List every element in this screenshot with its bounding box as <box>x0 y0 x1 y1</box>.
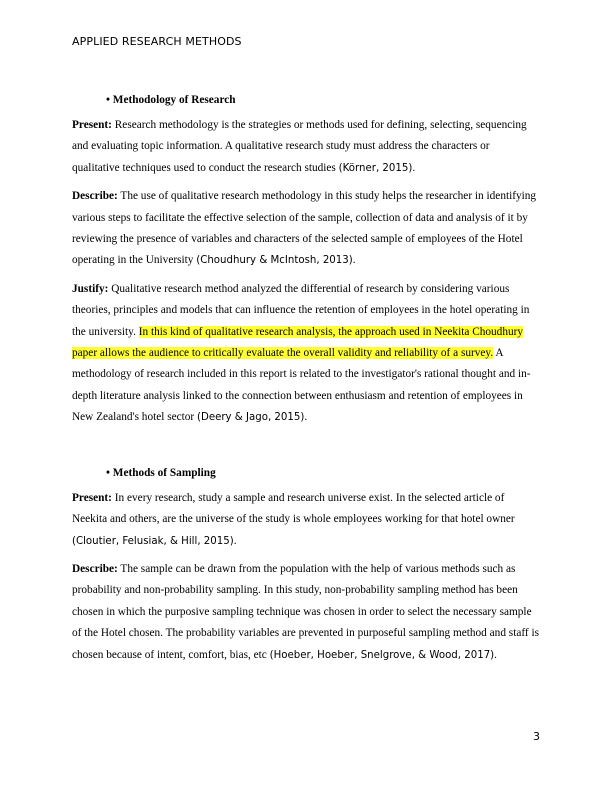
citation: (Choudhury & McIntosh, 2013) <box>196 255 353 267</box>
paragraph-text: In every research, study a sample and research universe exist. In the selected article of Neekita and others, are the universe of the study is whole employees working for that hotel owner <box>72 491 515 526</box>
paragraph-text: The sample can be drawn from the population with the help of various methods such as probability and non-probability sampling. In this study, non-probability sampling method has been chosen in which the purposive sampling technique was chosen in order to select the necessary sample of the Hotel chosen. The probability variables are prevented in purposeful sampling method and staff is chosen because of intent, comfort, bias, etc <box>72 562 540 661</box>
label-describe: Describe: <box>72 562 118 575</box>
paragraph-describe-methodology <box>72 186 540 272</box>
highlighted-text: In this kind of qualitative research analysis, the approach used in Neekita Choudhury paper allows the audience to critically evaluate the overall validity and reliability of a survey. <box>72 325 524 360</box>
citation: (Körner, 2015) <box>338 162 413 174</box>
page-number: 3 <box>533 730 540 743</box>
paragraph-text: A methodology of research included in this report is related to the investigator's rational thought and in-depth literature analysis linked to the connection between enthusiasm and retention of employees in New Zealand's hotel sector <box>72 347 531 424</box>
citation: (Cloutier, Felusiak, & Hill, 2015) <box>72 535 234 547</box>
citation: (Hoeber, Hoeber, Snelgrove, & Wood, 2017) <box>269 649 495 661</box>
label-present: Present: <box>72 119 112 131</box>
section-spacer <box>72 436 540 465</box>
period: . <box>494 648 497 661</box>
citation: (Deery & Jago, 2015) <box>197 412 305 424</box>
paragraph-text: The use of qualitative research methodology in this study helps the researcher in identifying various steps to facilitate the effective selection of the sample, collection of data and analysis of it by reviewing the presence of variables and characters of the selected sample of employees of the Hotel operating in the University <box>72 190 537 267</box>
section-heading-methodology: • Methodology of Research <box>106 94 236 106</box>
paragraph-text: Research methodology is the strategies or methods used for defining, selecting, sequencing and evaluating topic information. A qualitative research study must address the characters or qualitative techniques used to conduct the research studies <box>72 119 527 174</box>
paragraph-describe-sampling <box>72 559 540 666</box>
label-describe: Describe: <box>72 190 118 203</box>
label-justify: Justify: <box>72 282 109 295</box>
running-header: APPLIED RESEARCH METHODS <box>72 35 242 48</box>
paragraph-text: Qualitative research method analyzed the differential of research by considering various theories, principles and models that can influence the retention of employees in the hotel operating in the university. <box>72 282 530 338</box>
label-present: Present: <box>72 491 112 504</box>
period: . <box>352 254 356 267</box>
period: . <box>412 161 416 174</box>
paragraph-justify-methodology <box>72 279 540 429</box>
paragraph-present-sampling <box>72 488 540 552</box>
paragraph-present-methodology <box>72 115 540 179</box>
section-heading-sampling: • Methods of Sampling <box>106 466 216 479</box>
period: . <box>304 411 308 424</box>
period: . <box>233 534 237 547</box>
document-body <box>72 92 540 673</box>
